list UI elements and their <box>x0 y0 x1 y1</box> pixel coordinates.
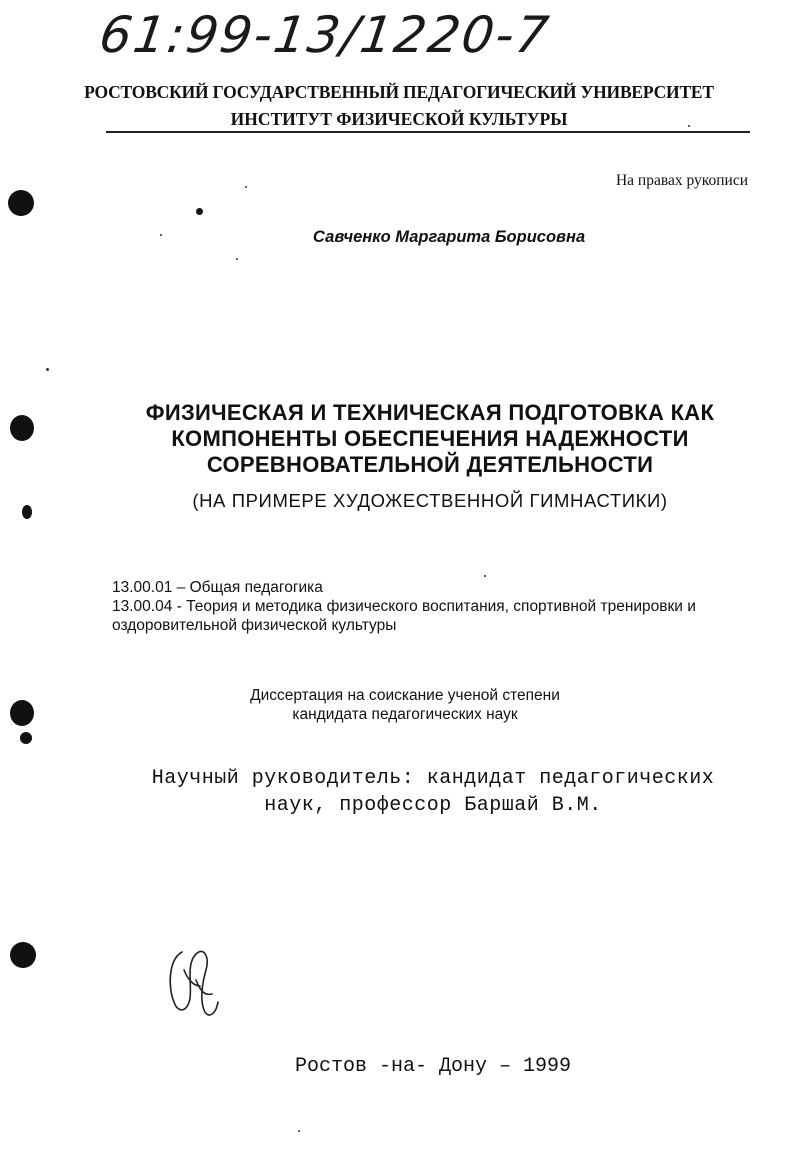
place-and-year: Ростов -на- Дону – 1999 <box>294 1055 572 1078</box>
binder-hole-1 <box>8 190 34 216</box>
binder-hole-4 <box>10 700 34 726</box>
speck-1 <box>196 208 203 215</box>
binder-hole-6 <box>10 942 36 968</box>
degree-line-2: кандидата педагогических наук <box>292 706 518 723</box>
manuscript-rights-note: На правах рукописи <box>615 172 748 189</box>
binder-hole-5 <box>20 732 32 744</box>
speck-4 <box>236 258 238 260</box>
archive-code-handwritten: 61:99-13/1220-7 <box>95 6 554 64</box>
speck-3 <box>160 234 162 236</box>
header-divider <box>106 131 750 133</box>
signature-icon <box>160 940 230 1035</box>
supervisor-line-1: Научный руководитель: кандидат педагогических <box>151 767 715 790</box>
speck-6 <box>484 575 486 577</box>
thesis-title-line-1: ФИЗИЧЕСКАЯ И ТЕХНИЧЕСКАЯ ПОДГОТОВКА КАК <box>145 400 715 425</box>
supervisor-line-2: наук, профессор Баршай В.М. <box>264 794 602 817</box>
specialty-code-2: 13.00.04 - Теория и методика физического воспитания, спортивной тренировки и оздоровительной физической культуры <box>112 598 696 634</box>
thesis-subtitle: (НА ПРИМЕРЕ ХУДОЖЕСТВЕННОЙ ГИМНАСТИКИ) <box>192 490 668 511</box>
speck-5 <box>46 368 49 371</box>
thesis-title <box>0 400 798 478</box>
degree-line-1: Диссертация на соискание ученой степени <box>250 687 560 704</box>
binder-hole-2 <box>10 415 34 441</box>
scientific-supervisor <box>0 765 798 819</box>
speck-8 <box>298 1130 300 1132</box>
author-name: Савченко Маргарита Борисовна <box>312 228 586 246</box>
speck-2 <box>245 186 247 188</box>
binder-hole-3 <box>22 505 32 519</box>
specialty-code-1: 13.00.01 – Общая педагогика <box>112 579 323 596</box>
institute-name: ИНСТИТУТ ФИЗИЧЕСКОЙ КУЛЬТУРЫ <box>230 109 568 129</box>
university-name: РОСТОВСКИЙ ГОСУДАРСТВЕННЫЙ ПЕДАГОГИЧЕСКИЙ УНИВЕРСИТЕТ <box>84 82 714 102</box>
thesis-title-line-2: КОМПОНЕНТЫ ОБЕСПЕЧЕНИЯ НАДЕЖНОСТИ <box>171 426 689 451</box>
thesis-title-line-3: СОРЕВНОВАТЕЛЬНОЙ ДЕЯТЕЛЬНОСТИ <box>206 452 654 477</box>
speck-7 <box>688 125 690 127</box>
